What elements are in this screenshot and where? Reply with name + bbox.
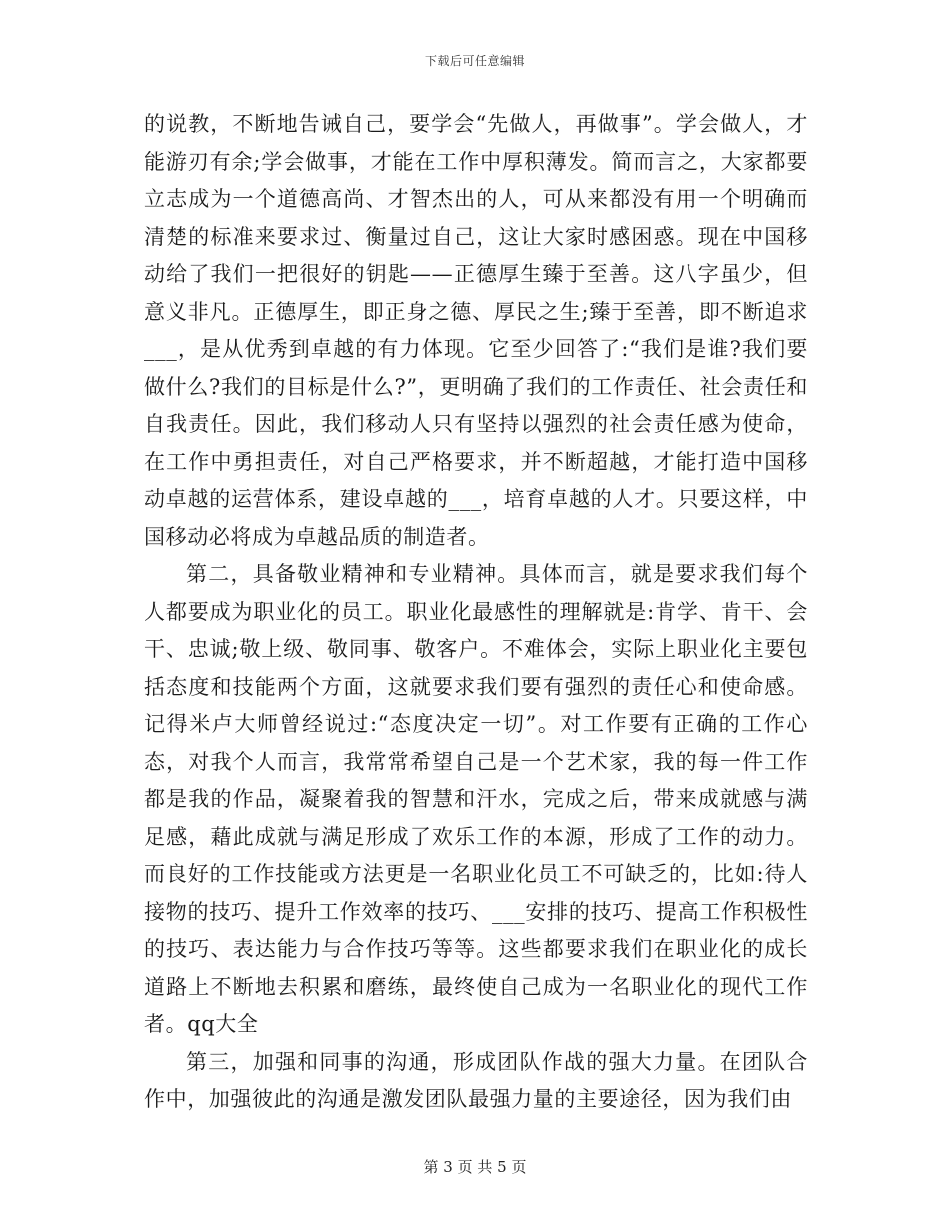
document-body	[144, 106, 808, 1119]
paragraph-1: 的说教，不断地告诫自己，要学会“先做人，再做事”。学会做人，才能游刃有余;学会做事，才能在工作中厚积薄发。简而言之，大家都要立志成为一个道德高尚、才智杰出的人，可从来都没有用一个明确而清楚的标准来要求过、衡量过自己，这让大家时感困惑。现在中国移动给了我们一把很好的钥匙——正德厚生臻于至善。这八字虽少，但意义非凡。正德厚生，即正身之德、厚民之生;臻于至善，即不断追求___，是从优秀到卓越的有力体现。它至少回答了:“我们是谁?我们要做什么?我们的目标是什么?”，更明确了我们的工作责任、社会责任和自我责任。因此，我们移动人只有坚持以强烈的社会责任感为使命，在工作中勇担责任，对自己严格要求，并不断超越，才能打造中国移动卓越的运营体系，建设卓越的___，培育卓越的人才。只要这样，中国移动必将成为卓越品质的制造者。	[144, 112, 808, 549]
paragraph-3: 第三，加强和同事的沟通，形成团队作战的强大力量。在团队合作中，加强彼此的沟通是激发团队最强力量的主要途径，因为我们由	[144, 1049, 808, 1111]
page-header: 下载后可任意编辑	[424, 54, 525, 68]
page-number-footer: 第 3 页 共 5 页	[423, 1158, 527, 1176]
paragraph-2: 第二，具备敬业精神和专业精神。具体而言，就是要求我们每个人都要成为职业化的员工。职业化最感性的理解就是:肯学、肯干、会干、忠诚;敬上级、敬同事、敬客户。不难体会，实际上职业化主要包括态度和技能两个方面，这就要求我们要有强烈的责任心和使命感。记得米卢大师曾经说过:“态度决定一切”。对工作要有正确的工作心态，对我个人而言，我常常希望自己是一个艺术家，我的每一件工作都是我的作品，凝聚着我的智慧和汗水，完成之后，带来成就感与满足感，藉此成就与满足形成了欢乐工作的本源，形成了工作的动力。而良好的工作技能或方法更是一名职业化员工不可缺乏的，比如:待人接物的技巧、提升工作效率的技巧、___安排的技巧、提高工作积极性的技巧、表达能力与合作技巧等等。这些都要求我们在职业化的成长道路上不断地去积累和磨练，最终使自己成为一名职业化的现代工作者。qq大全	[144, 562, 808, 1036]
